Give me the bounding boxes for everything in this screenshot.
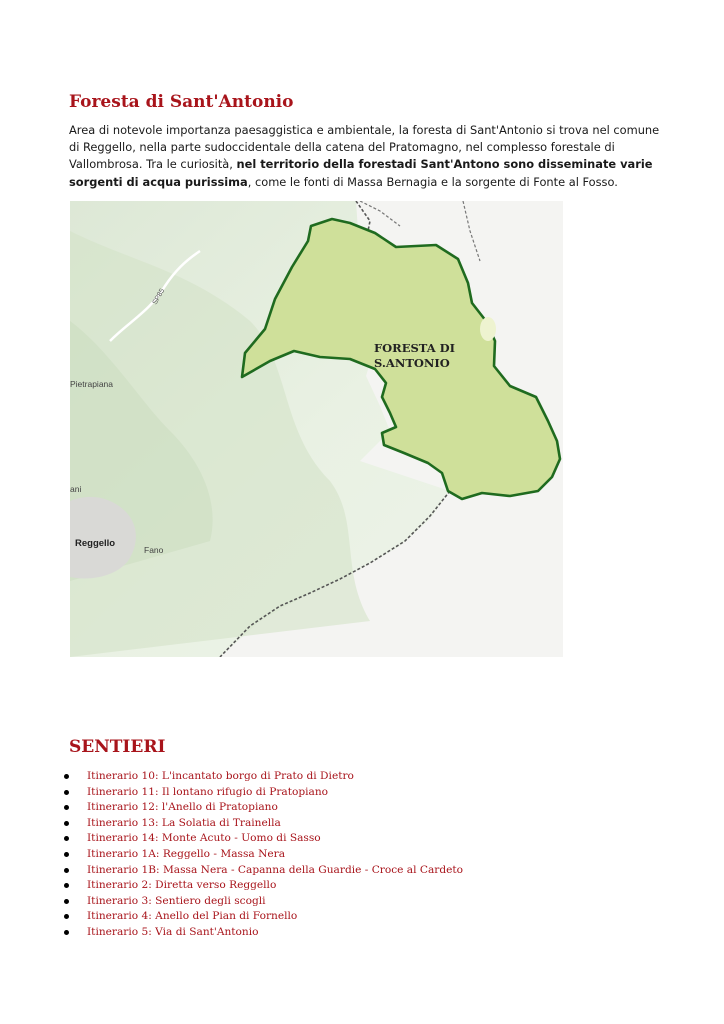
trail-link-13[interactable]: Itinerario 13: La Solatia di Trainella xyxy=(87,816,281,829)
place-label-pietrapiana: Pietrapiana xyxy=(70,379,114,389)
list-item xyxy=(62,925,463,941)
bullet xyxy=(64,868,69,873)
intro-text-start: Area di notevole importanza paesaggistica e ambientale, la foresta di Sant'Antonio si trova nel comune di Reggello, nella parte sudoccidentale della catena del Pratomagno, nel complesso forestale di Vallombrosa. Tra le curiosità, xyxy=(69,123,660,172)
bullet xyxy=(64,790,69,795)
trail-link-12[interactable]: Itinerario 12: l'Anello di Pratopiano xyxy=(87,801,278,814)
trail-link-10[interactable]: Itinerario 10: L'incantato borgo di Prato di Dietro xyxy=(87,770,354,782)
trail-link-14[interactable]: Itinerario 14: Monte Acuto - Uomo di Sasso xyxy=(87,832,321,845)
list-item xyxy=(62,785,463,801)
forest-map xyxy=(70,201,563,657)
trail-list xyxy=(62,769,463,941)
page-title: Foresta di Sant'Antonio xyxy=(69,92,294,112)
list-item xyxy=(62,878,463,894)
list-item xyxy=(62,863,463,879)
bullet xyxy=(64,805,69,810)
forest-label-line2: S.ANTONIO xyxy=(374,356,450,370)
bullet xyxy=(64,914,69,919)
forest-clearing xyxy=(480,317,496,341)
list-item xyxy=(62,894,463,910)
bullet xyxy=(64,883,69,888)
intro-text-end: , come le fonti di Massa Bernagia e la sorgente di Fonte al Fosso. xyxy=(247,174,618,189)
trail-link-11[interactable]: Itinerario 11: Il lontano rifugio di Pratopiano xyxy=(87,785,329,798)
list-item xyxy=(62,847,463,863)
bullet xyxy=(64,899,69,904)
list-item xyxy=(62,831,463,847)
list-item xyxy=(62,909,463,925)
intro-text-bold: nel territorio della forestadi Sant'Antono sono disseminate varie sorgenti di acqua purissima xyxy=(69,157,653,189)
trail-link-3[interactable]: Itinerario 3: Sentiero degli scogli xyxy=(87,894,266,907)
bullet xyxy=(64,774,69,779)
trail-link-4[interactable]: Itinerario 4: Anello del Pian di Fornello xyxy=(87,910,298,923)
sentieri-heading: SENTIERI xyxy=(69,737,166,757)
bullet xyxy=(64,852,69,857)
list-item xyxy=(62,769,463,785)
list-item xyxy=(62,800,463,816)
bullet xyxy=(64,930,69,935)
list-item xyxy=(62,816,463,832)
road-label-sp85: SP85 xyxy=(151,287,167,306)
trail-link-1a[interactable]: Itinerario 1A: Reggello - Massa Nera xyxy=(87,847,286,860)
bullet xyxy=(64,836,69,841)
bullet xyxy=(64,821,69,826)
forest-label-line1: FORESTA DI xyxy=(374,341,456,355)
trail-link-1b[interactable]: Itinerario 1B: Massa Nera - Capanna della Guardie - Croce al Cardeto xyxy=(87,863,464,876)
place-label-fano: Fano xyxy=(144,545,164,555)
place-label-ani: ani xyxy=(70,484,82,494)
trail-link-5[interactable]: Itinerario 5: Via di Sant'Antonio xyxy=(87,925,259,938)
intro-paragraph xyxy=(69,122,669,191)
place-label-reggello: Reggello xyxy=(75,538,116,549)
trail-link-2[interactable]: Itinerario 2: Diretta verso Reggello xyxy=(87,879,277,892)
